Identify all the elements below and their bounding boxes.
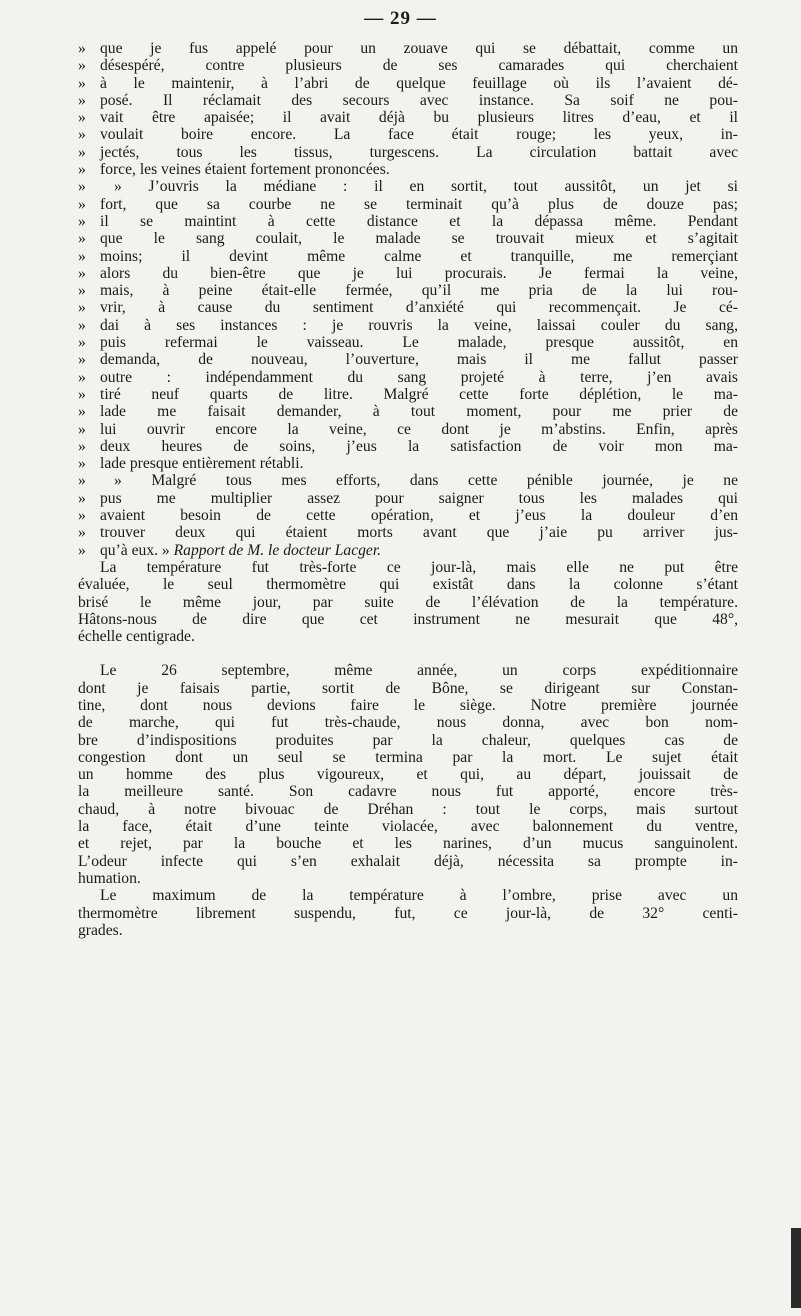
- quote-mark: »: [78, 109, 86, 127]
- line-text: lade me faisait demander, à tout moment, pour me prier de: [100, 403, 738, 421]
- line-text: tiré neuf quarts de litre. Malgré cette forte déplétion, le ma-: [100, 385, 738, 403]
- line-text: J’ouvris la médiane : il en sortit, tout aussitôt, un jet si: [148, 178, 738, 196]
- text-line: [78, 783, 738, 800]
- line-text: de marche, qui fut très-chaude, nous donna, avec bon nom-: [78, 714, 738, 732]
- line-text: grades.: [78, 921, 123, 939]
- citation: Rapport de M. le docteur Lacger.: [173, 541, 382, 559]
- line-text: que je fus appelé pour un zouave qui se débattait, comme un: [100, 40, 738, 57]
- text-line: [78, 611, 738, 628]
- line-text: Le 26 septembre, même année, un corps expéditionnaire: [100, 662, 738, 680]
- line-text: fort, que sa courbe ne se terminait qu’à plus de douze pas;: [100, 195, 738, 213]
- quote-mark: »: [78, 334, 86, 352]
- quote-mark: »: [78, 299, 86, 317]
- line-text: à le maintenir, à l’abri de quelque feuillage où ils l’avaient dé-: [100, 74, 738, 92]
- text-line: [78, 265, 738, 282]
- text-line: [78, 524, 738, 541]
- quote-mark: »: [78, 455, 86, 473]
- text-line: [78, 317, 738, 334]
- paragraph-p3: [78, 472, 738, 558]
- text-line: [78, 887, 738, 904]
- text-line: [78, 559, 738, 576]
- text-line: [78, 92, 738, 109]
- line-text: la face, était d’une teinte violacée, avec balonnement du ventre,: [78, 818, 738, 836]
- text-line: [78, 697, 738, 714]
- line-text: vait être apaisée; il avait déjà bu plusieurs litres d’eau, et il: [100, 109, 738, 127]
- text-line: [78, 369, 738, 386]
- text-line: [78, 109, 738, 126]
- line-text: et rejet, par la bouche et les narines, d’un mucus sanguinolent.: [78, 835, 738, 853]
- text-line: [78, 853, 738, 870]
- line-text: un homme des plus vigoureux, et qui, au départ, jouissait de: [78, 766, 738, 784]
- line-text: deux heures de soins, j’eus la satisfaction de voir mon ma-: [100, 437, 738, 455]
- line-text: vrir, à cause du sentiment d’anxiété qui recommençait. Je cé-: [100, 299, 738, 317]
- text-line: [78, 922, 738, 939]
- text-line: [78, 230, 738, 247]
- line-text: La température fut très-forte ce jour-là, mais elle ne put être: [100, 558, 738, 576]
- text-line: [78, 628, 738, 645]
- line-text: alors du bien-être que je lui procurais. Je fermai la veine,: [100, 264, 738, 282]
- paragraph-p5: [78, 662, 738, 887]
- line-text: pus me multiplier assez pour saigner tous les malades qui: [100, 489, 738, 507]
- line-text: mais, à peine était-elle fermée, qu’il me pria de la lui rou-: [100, 282, 738, 300]
- quote-mark: »: [78, 403, 86, 421]
- text-line: [78, 472, 738, 489]
- line-text: demanda, de nouveau, l’ouverture, mais il me fallut passer: [100, 351, 738, 369]
- text-line: [78, 766, 738, 783]
- line-text: jectés, tous les tissus, turgescens. La circulation battait avec: [100, 143, 738, 161]
- line-text: chaud, à notre bivouac de Dréhan : tout le corps, mais surtout: [78, 800, 738, 818]
- text-line: [78, 421, 738, 438]
- text-line: [78, 75, 738, 92]
- text-line: [78, 576, 738, 593]
- line-text: dont je faisais partie, sortit de Bône, se dirigeant sur Constan-: [78, 679, 738, 697]
- line-text: congestion dont un seul se termina par la mort. Le sujet était: [78, 748, 738, 766]
- quote-mark: »: [78, 57, 86, 75]
- line-text: trouver deux qui étaient morts avant que j’aie pu arriver jus-: [100, 524, 738, 542]
- text-line: [78, 213, 738, 230]
- text-line: [78, 178, 738, 195]
- text-line: [78, 126, 738, 143]
- text-line: [78, 299, 738, 316]
- text-line: [78, 282, 738, 299]
- quote-mark: »: [78, 368, 86, 386]
- quote-mark: »: [78, 126, 86, 144]
- quote-mark: »: [78, 541, 86, 559]
- line-text: thermomètre librement suspendu, fut, ce jour-là, de 32° centi-: [78, 904, 738, 922]
- text-line: [78, 542, 738, 559]
- text-line: [78, 196, 738, 213]
- line-text: évaluée, le seul thermomètre qui existât dans la colonne s’étant: [78, 576, 738, 594]
- text-line: [78, 40, 738, 57]
- text-line: [78, 144, 738, 161]
- opening-quote: »: [114, 472, 122, 490]
- quote-mark: »: [78, 316, 86, 334]
- line-text: outre : indépendamment du sang projeté à terre, j’en avais: [100, 368, 738, 386]
- scan-edge-mark: [791, 1228, 801, 1308]
- line-text: dai à ses instances : je rouvris la veine, laissai couler du sang,: [100, 316, 738, 334]
- text-line: [78, 386, 738, 403]
- paragraph-p6: [78, 887, 738, 939]
- quote-mark: »: [78, 420, 86, 438]
- text-line: [78, 438, 738, 455]
- line-text: qu’à eux. »: [100, 541, 174, 559]
- paragraph-gap: [78, 645, 738, 662]
- paragraph-p4: [78, 559, 738, 645]
- line-text: L’odeur infecte qui s’en exhalait déjà, nécessita sa prompte in-: [78, 852, 738, 870]
- quote-mark: »: [78, 282, 86, 300]
- line-text: moins; il devint même calme et tranquille, me remerçiant: [100, 247, 738, 265]
- text-line: [78, 403, 738, 420]
- text-line: [78, 507, 738, 524]
- quote-mark: »: [78, 472, 86, 490]
- quote-mark: »: [78, 91, 86, 109]
- paragraph-p2: [78, 178, 738, 472]
- line-text: la meilleure santé. Son cadavre nous fut apporté, encore très-: [78, 783, 738, 801]
- text-line: [78, 870, 738, 887]
- opening-quote: »: [114, 178, 122, 196]
- line-text: lui ouvrir encore la veine, ce dont je m’abstins. Enfin, après: [100, 420, 738, 438]
- quote-mark: »: [78, 507, 86, 525]
- quote-mark: »: [78, 264, 86, 282]
- text-line: [78, 749, 738, 766]
- text-line: [78, 490, 738, 507]
- body-text: [78, 40, 738, 939]
- text-line: [78, 732, 738, 749]
- quote-mark: »: [78, 143, 86, 161]
- text-line: [78, 161, 738, 178]
- line-text: que le sang coulait, le malade se trouvait mieux et s’agitait: [100, 230, 738, 248]
- quote-mark: »: [78, 489, 86, 507]
- line-text: humation.: [78, 869, 141, 887]
- text-line: [78, 334, 738, 351]
- line-text: force, les veines étaient fortement prononcées.: [100, 161, 390, 179]
- text-line: [78, 818, 738, 835]
- text-line: [78, 680, 738, 697]
- text-line: [78, 351, 738, 368]
- quote-mark: »: [78, 195, 86, 213]
- paragraph-p1: [78, 40, 738, 178]
- line-text: désespéré, contre plusieurs de ses camarades qui cherchaient: [100, 57, 738, 75]
- line-text: il se maintint à cette distance et la dépassa même. Pendant: [100, 212, 738, 230]
- text-line: [78, 594, 738, 611]
- text-line: [78, 57, 738, 74]
- text-line: [78, 662, 738, 679]
- line-text: tine, dont nous devions faire le siège. Notre première journée: [78, 696, 738, 714]
- text-line: [78, 835, 738, 852]
- quote-mark: »: [78, 40, 86, 57]
- text-line: [78, 905, 738, 922]
- line-text: Malgré tous mes efforts, dans cette pénible journée, je ne: [151, 472, 738, 490]
- page-number: — 29 —: [364, 8, 437, 29]
- quote-mark: »: [78, 385, 86, 403]
- line-text: brisé le même jour, par suite de l’élévation de la température.: [78, 593, 738, 611]
- quote-mark: »: [78, 161, 86, 179]
- quote-mark: »: [78, 524, 86, 542]
- line-text: échelle centigrade.: [78, 628, 195, 646]
- quote-mark: »: [78, 247, 86, 265]
- line-text: Le maximum de la température à l’ombre, prise avec un: [100, 887, 738, 905]
- line-text: avaient besoin de cette opération, et j’eus la douleur d’en: [100, 507, 738, 525]
- text-line: [78, 801, 738, 818]
- text-line: [78, 714, 738, 731]
- text-line: [78, 455, 738, 472]
- quote-mark: »: [78, 437, 86, 455]
- line-text: Hâtons-nous de dire que cet instrument ne mesurait que 48°,: [78, 610, 738, 628]
- quote-mark: »: [78, 351, 86, 369]
- line-text: voulait boire encore. La face était rouge; les yeux, in-: [100, 126, 738, 144]
- quote-mark: »: [78, 212, 86, 230]
- line-text: posé. Il réclamait des secours avec instance. Sa soif ne pou-: [100, 91, 738, 109]
- quote-mark: »: [78, 178, 86, 196]
- line-text: lade presque entièrement rétabli.: [100, 455, 304, 473]
- quote-mark: »: [78, 230, 86, 248]
- text-line: [78, 248, 738, 265]
- line-text: puis refermai le vaisseau. Le malade, presque aussitôt, en: [100, 334, 738, 352]
- quote-mark: »: [78, 74, 86, 92]
- line-text: bre d’indispositions produites par la chaleur, quelques cas de: [78, 731, 738, 749]
